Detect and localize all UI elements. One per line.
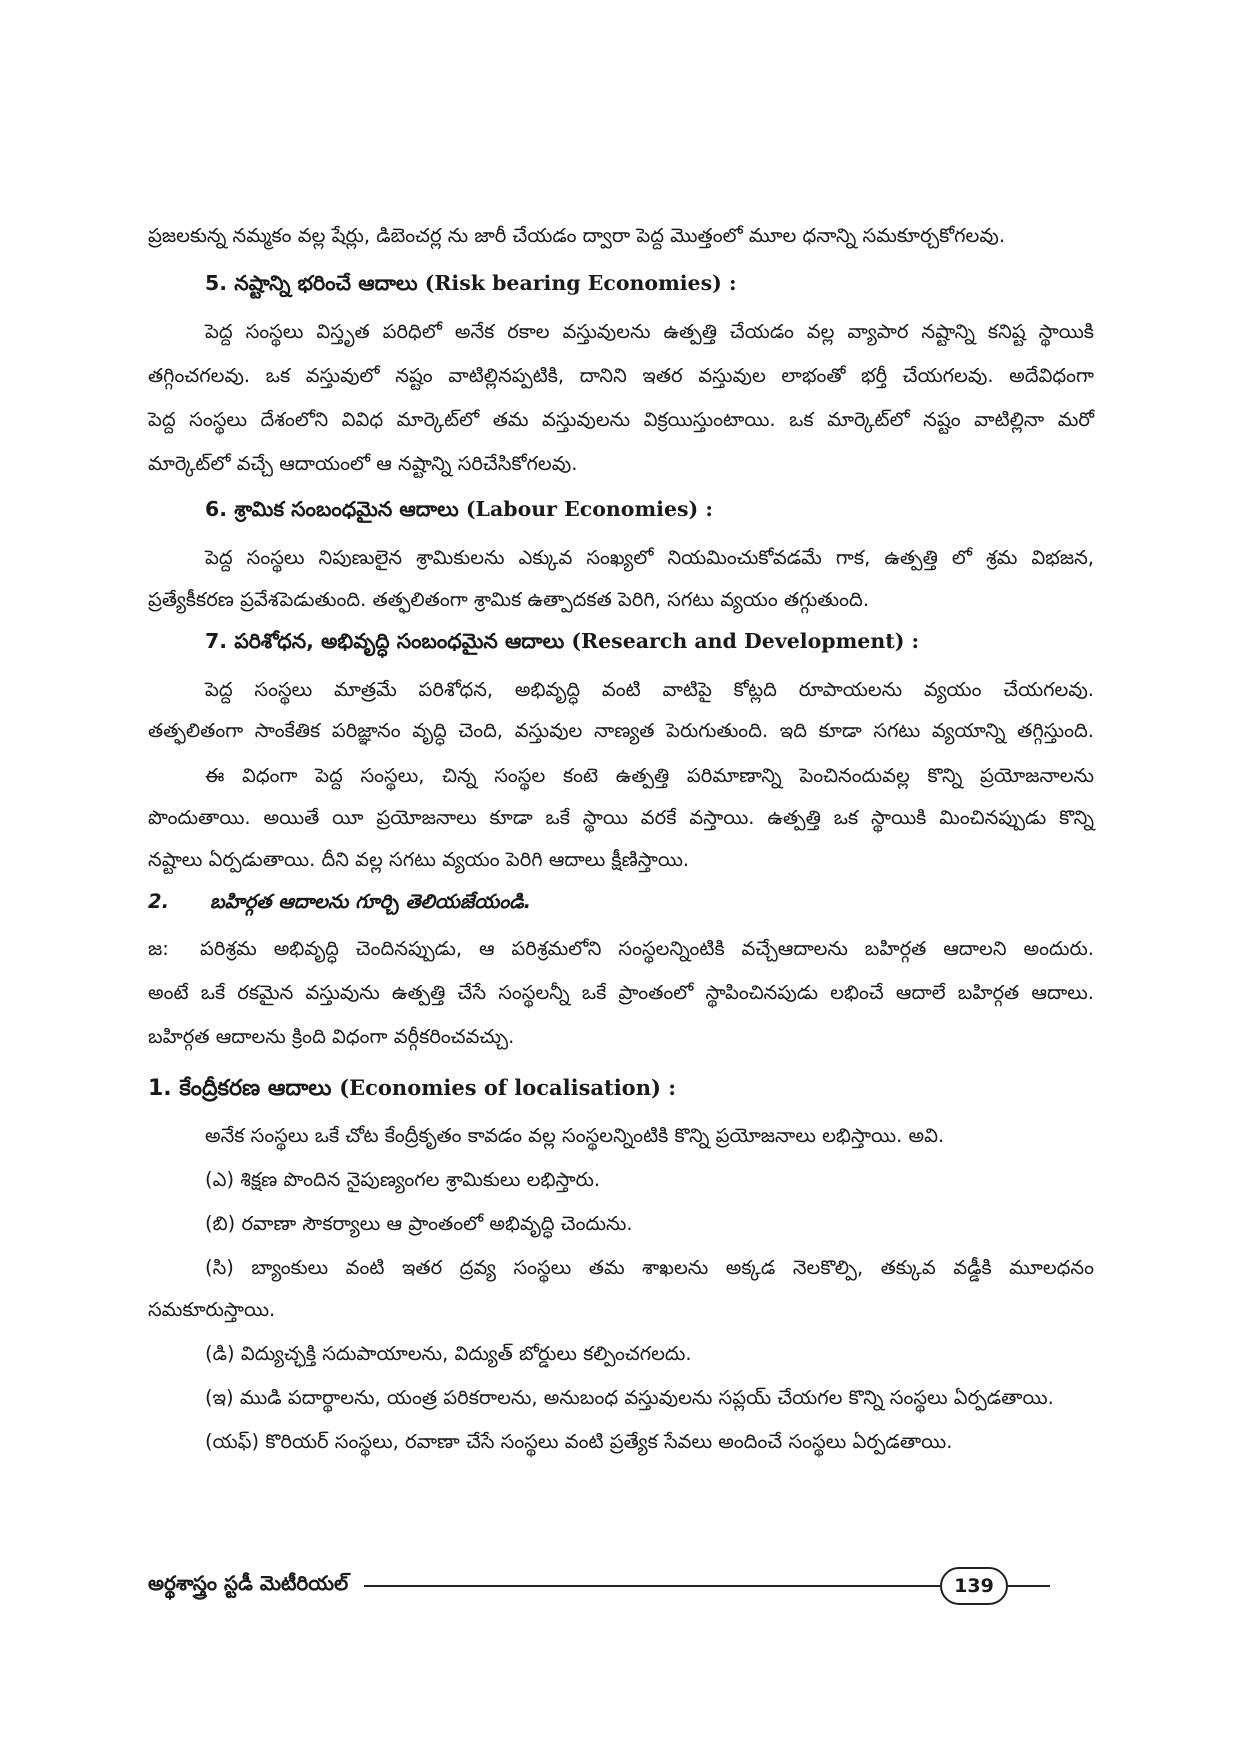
section-6-heading-te: 6. శ్రామిక సంబంధమైన ఆదాలు [205, 497, 459, 521]
localisation-item-b: (బి) రవాణా సౌకర్యాలు ఆ ప్రాంతంలో అభివృద్ధి చెందును. [205, 1212, 633, 1235]
section-5-heading-en: (Risk bearing Economies) : [424, 271, 737, 295]
question-number: 2. [148, 890, 169, 913]
answer-label: జ: [148, 937, 169, 960]
localisation-item-e: (ఇ) ముడి పదార్థాలను, యంత్ర పరికరాలను, అనుబంధ వస్తువులను సప్లయ్ చేయగల కొన్ని సంస్థలు ఏర్పడతాయి. [205, 1386, 1054, 1409]
section-7-heading [205, 626, 1151, 656]
localisation-item-f: (యఫ్) కొరియర్ సంస్థలు, రవాణా చేసే సంస్థలు వంటి ప్రత్యేక సేవలు అందించే సంస్థలు ఏర్పడతాయి. [205, 1430, 953, 1453]
localisation-item-c: (సి) బ్యాంకులు వంటి ఇతర ద్రవ్య సంస్థలు తమ శాఖలను అక్కడ నెలకొల్పి, తక్కువ వడ్డీకి మూలధనం [205, 1256, 1094, 1279]
section-5-line-2: తగ్గించగలవు. ఒక వస్తువులో నష్టం వాటిల్లినప్పటికి, దానిని ఇతర వస్తువుల లాభంతో భర్తీ చేయగలవు. అదేవిధంగా [148, 364, 1094, 387]
section-5-line-3: పెద్ద సంస్థలు దేశంలోని వివిధ మార్కెట్‌లో తమ వస్తువులను విక్రయిస్తుంటాయి. ఒక మార్కెట్‌లో నష్టం వాటిల్లినా మరో [148, 408, 1094, 431]
section-6-line-1: పెద్ద సంస్థలు నిపుణులైన శ్రామికులను ఎక్కువ సంఖ్యలో నియమించుకోవడమే గాక, ఉత్పత్తి లో శ్రమ విభజన, [205, 546, 1094, 569]
page-footer [148, 1565, 1094, 1605]
footer-title: అర్థశాస్త్రం స్టడీ మెటీరియల్ [148, 1571, 349, 1595]
footer-rule [364, 1585, 940, 1587]
page-number: 139 [940, 1567, 1008, 1605]
section-5-line-1: పెద్ద సంస్థలు విస్తృత పరిధిలో అనేక రకాల వస్తువులను ఉత్పత్తి చేయడం వల్ల వ్యాపార నష్టాన్ని కనిష్ట స్థాయికి [205, 320, 1094, 343]
section-7-para2-line-2: పొందుతాయి. అయితే యీ ప్రయోజనాలు కూడా ఒకే స్థాయి వరకే వస్తాయి. ఉత్పత్తి ఒక స్థాయికి మించినప్పుడు కొన్ని [148, 806, 1094, 829]
footer-rule-right [1008, 1585, 1050, 1587]
question-text: బహిర్గత ఆదాలను గూర్చి తెలియజేయండి. [210, 890, 532, 913]
section-7-heading-en: (Research and Development) : [571, 629, 920, 653]
section-6-line-2: ప్రత్యేకీకరణ ప్రవేశపెడుతుంది. తత్ఫలితంగా శ్రామిక ఉత్పాదకత పెరిగి, సగటు వ్యయం తగ్గుతుంది. [148, 588, 870, 611]
localisation-item-c-cont: సమకూరుస్తాయి. [148, 1298, 276, 1321]
localisation-heading [148, 1072, 1094, 1105]
localisation-heading-en: (Economies of localisation) : [339, 1075, 676, 1100]
section-7-line-2: తత్ఫలితంగా సాంకేతిక పరిజ్ఞానం వృద్ధి చెంది, వస్తువుల నాణ్యత పెరుగుతుంది. ఇది కూడా సగటు వ్యయాన్ని తగ్గిస్తుంది. [148, 719, 1094, 742]
localisation-intro: అనేక సంస్థలు ఒకే చోట కేంద్రీకృతం కావడం వల్ల సంస్థలన్నింటికి కొన్ని ప్రయోజనాలు లభిస్తాయి. అవి. [205, 1124, 945, 1147]
localisation-item-a: (ఎ) శిక్షణ పొందిన నైపుణ్యంగల శ్రామికులు లభిస్తారు. [205, 1168, 601, 1191]
section-5-heading [205, 268, 1151, 298]
section-5-heading-te: 5. నష్టాన్ని భరించే ఆదాలు [205, 271, 418, 295]
section-7-para2-line-3: నష్టాలు ఏర్పడుతాయి. దీని వల్ల సగటు వ్యయం పెరిగి ఆదాలు క్షీణిస్తాయి. [148, 848, 690, 871]
answer-line-1-text: పరిశ్రమ అభివృద్ధి చెందినప్పుడు, ఆ పరిశ్రమలోని సంస్థలన్నింటికి వచ్చేఆదాలను బహిర్గత ఆదాలని అందురు. [200, 937, 1094, 960]
section-6-heading [205, 494, 1151, 524]
section-7-heading-te: 7. పరిశోధన, అభివృద్ధి సంబంధమైన ఆదాలు [205, 629, 565, 653]
question-heading [148, 890, 1094, 918]
section-6-heading-en: (Labour Economies) : [465, 497, 713, 521]
section-5-line-4: మార్కెట్‌లో వచ్చే ఆదాయంలో ఆ నష్టాన్ని సరిచేసికోగలవు. [148, 452, 578, 475]
localisation-item-d: (డి) విద్యుచ్ఛక్తి సదుపాయాలను, విద్యుత్ బోర్డులు కల్పించగలదు. [205, 1342, 692, 1365]
section-7-line-1: పెద్ద సంస్థలు మాత్రమే పరిశోధన, అభివృద్ధి వంటి వాటిపై కోట్లది రూపాయలను వ్యయం చేయగలవు. [205, 678, 1094, 701]
answer-line-2: అంటే ఒకే రకమైన వస్తువును ఉత్పత్తి చేసే సంస్థలన్నీ ఒకే ప్రాంతంలో స్థాపించినపుడు లభించే ఆదాలే బహిర్గత ఆదాలు. [148, 981, 1094, 1004]
localisation-heading-te: 1. కేంద్రీకరణ ఆదాలు [148, 1076, 332, 1101]
answer-line-3: బహిర్గత ఆదాలను క్రింది విధంగా వర్గీకరించవచ్చు. [148, 1025, 515, 1048]
intro-line: ప్రజలకున్న నమ్మకం వల్ల షేర్లు, డిబెంచర్ల ను జారీ చేయడం ద్వారా పెద్ద మొత్తంలో మూల ధనాన్ని సమకూర్చకోగలవు. [148, 224, 1006, 247]
section-7-para2-line-1: ఈ విధంగా పెద్ద సంస్థలు, చిన్న సంస్థల కంటె ఉత్పత్తి పరిమాణాన్ని పెంచినందువల్ల కొన్ని ప్రయోజనాలను [205, 764, 1094, 787]
answer-line-1 [148, 935, 1094, 962]
